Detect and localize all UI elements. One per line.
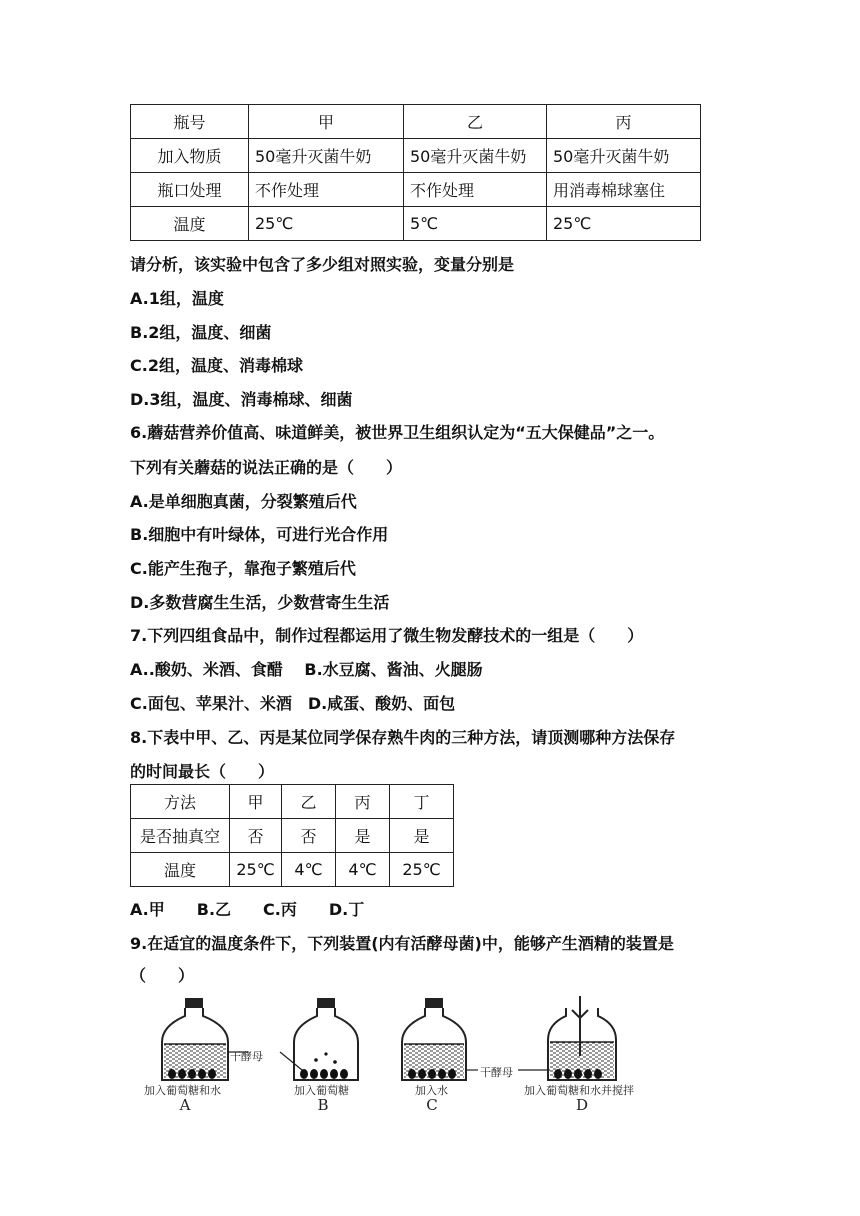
option-c: C.2组，温度、消毒棉球: [130, 356, 303, 375]
options-line-1: A..酸奶、米酒、食醋 B.水豆腐、酱油、火腿肠: [130, 660, 483, 679]
table-cell: 25℃: [249, 207, 404, 241]
table-cell: 25℃: [230, 853, 282, 887]
table-row: [131, 173, 701, 207]
table-cell: 温度: [131, 853, 230, 887]
question-6-stem: 6.蘑菇营养价值高、味道鲜美，被世界卫生组织认定为“五大保健品”之一。: [130, 423, 665, 442]
table-header-cell: 方法: [131, 785, 230, 819]
bottle-b: [294, 998, 358, 1080]
table-row: [131, 819, 454, 853]
table-cell: 是: [390, 819, 454, 853]
bottles-drawing: [130, 990, 650, 1090]
question-8-stem-line2: 的时间最长（ ）: [130, 762, 275, 781]
table-cell: 4℃: [336, 853, 390, 887]
table-cell: 瓶口处理: [131, 173, 249, 207]
label-a: A: [179, 1096, 191, 1114]
table-row: [131, 853, 454, 887]
table-cell: 50毫升灭菌牛奶: [547, 139, 701, 173]
table-header-cell: 丙: [336, 785, 390, 819]
table-cell: 50毫升灭菌牛奶: [249, 139, 404, 173]
caption-a: 加入葡萄糖和水: [144, 1084, 221, 1097]
label-d: D: [575, 1096, 589, 1114]
bottle-c: [402, 998, 466, 1080]
table-row: [131, 105, 701, 139]
table-header-cell: 乙: [282, 785, 336, 819]
question-8-stem: 8.下表中甲、乙、丙是某位同学保存熟牛肉的三种方法，请顶测哪种方法保存: [130, 728, 676, 747]
caption-d: 加入葡萄糖和水并搅拌: [524, 1084, 634, 1097]
table-header-cell: 甲: [230, 785, 282, 819]
yeast-bottles-figure: [130, 990, 650, 1118]
option-b: B.2组，温度、细菌: [130, 323, 272, 342]
table-cell: 5℃: [404, 207, 547, 241]
table-cell: 不作处理: [249, 173, 404, 207]
table-header-cell: 丙: [547, 105, 701, 139]
table-row: [131, 207, 701, 241]
table-cell: 用消毒棉球塞住: [547, 173, 701, 207]
table-header-cell: 瓶号: [131, 105, 249, 139]
table-header-cell: 丁: [390, 785, 454, 819]
label-c: C: [426, 1096, 438, 1114]
label-b: B: [317, 1096, 329, 1114]
experiment-table: [130, 104, 701, 241]
option-d: D.3组，温度、消毒棉球、细菌: [130, 390, 353, 409]
question-6-stem-line2: 下列有关蘑菇的说法正确的是（ ）: [130, 458, 403, 477]
storage-method-table: [130, 784, 454, 887]
question-7-stem: 7.下列四组食品中，制作过程都运用了微生物发酵技术的一组是（ ）: [130, 626, 644, 645]
table-cell: 是否抽真空: [131, 819, 230, 853]
question-9-stem: 9.在适宜的温度条件下，下列装置(内有活酵母菌)中，能够产生酒精的装置是: [130, 934, 674, 953]
table-cell: 25℃: [547, 207, 701, 241]
question-9-stem-line2: （ ）: [130, 966, 195, 985]
table-cell: 加入物质: [131, 139, 249, 173]
option-b: B.细胞中有叶绿体，可进行光合作用: [130, 525, 389, 544]
bottle-d: [548, 996, 616, 1080]
table-cell: 否: [230, 819, 282, 853]
table-row: [131, 139, 701, 173]
table-cell: 温度: [131, 207, 249, 241]
bottle-a: [162, 998, 228, 1080]
options-line-2: C.面包、苹果汁、米酒 D.咸蛋、酸奶、面包: [130, 694, 456, 713]
caption-b: 加入葡萄糖: [294, 1084, 349, 1097]
table-cell: 是: [336, 819, 390, 853]
question-5-stem: 请分析，该实验中包含了多少组对照实验，变量分别是: [130, 255, 515, 274]
option-a: A.是单细胞真菌，分裂繁殖后代: [130, 492, 357, 511]
table-header-cell: 乙: [404, 105, 547, 139]
yeast-label: 干酵母: [230, 1050, 263, 1063]
table-cell: 50毫升灭菌牛奶: [404, 139, 547, 173]
table-cell: 4℃: [282, 853, 336, 887]
caption-c: 加入水: [415, 1084, 448, 1097]
option-c: C.能产生孢子，靠孢子繁殖后代: [130, 559, 356, 578]
table-cell: 否: [282, 819, 336, 853]
option-a: A.1组，温度: [130, 289, 224, 308]
table-header-cell: 甲: [249, 105, 404, 139]
table-cell: 25℃: [390, 853, 454, 887]
table-cell: 不作处理: [404, 173, 547, 207]
option-d: D.多数营腐生生活，少数营寄生生活: [130, 593, 390, 612]
question-8-options: A.甲 B.乙 C.丙 D.丁: [130, 900, 365, 919]
yeast-label: 干酵母: [480, 1066, 513, 1079]
table-row: [131, 785, 454, 819]
